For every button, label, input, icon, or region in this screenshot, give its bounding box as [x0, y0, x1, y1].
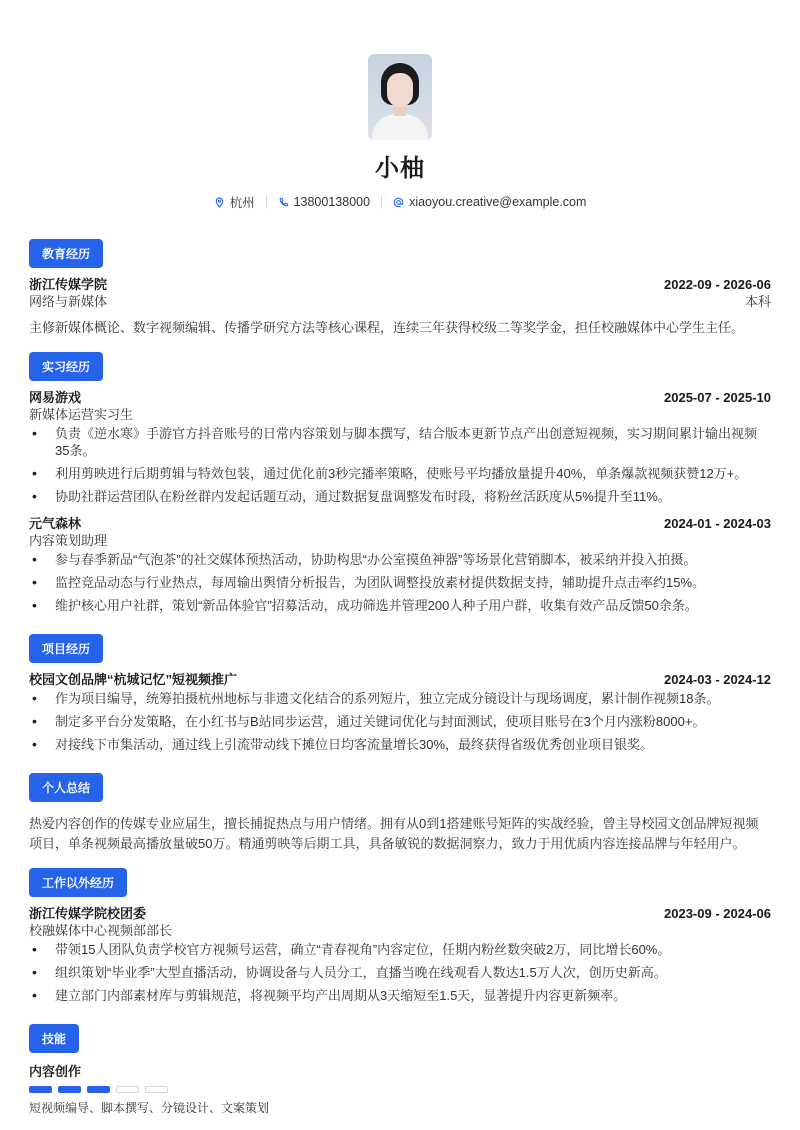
- section-title-education: 教育经历: [29, 239, 103, 268]
- bullet-item: • 负责《逆水寒》手游官方抖音账号的日常内容策划与脚本撰写，结合版本更新节点产出创意短视频，实习期间累计输出视频35条。: [29, 425, 771, 459]
- resume-header: [29, 0, 771, 211]
- phone-text: 13800138000: [293, 195, 371, 209]
- internship-entry: [29, 515, 771, 614]
- bullet-item: • 利用剪映进行后期剪辑与特效包装，通过优化前3秒完播率策略，使账号平均播放量提升40%，单条爆款视频获赞12万+。: [29, 465, 771, 482]
- bullet-list: [29, 941, 771, 1004]
- skill-level-bars: [29, 1086, 771, 1093]
- candidate-name: 小柚: [375, 155, 425, 182]
- divider: [381, 195, 382, 209]
- skill-level-filled: [87, 1086, 110, 1093]
- contact-phone: [278, 195, 370, 209]
- org-name: 浙江传媒学院校团委: [29, 906, 147, 921]
- project-date: 2024-03 - 2024-12: [664, 672, 771, 687]
- extra-entry: [29, 905, 771, 1004]
- education-entry: [29, 276, 771, 338]
- bullet-item: • 组织策划“毕业季”大型直播活动，协调设备与人员分工，直播当晚在线观看人数达1.5万人次，创历史新高。: [29, 964, 771, 981]
- section-summary: [29, 759, 771, 854]
- location-text: 杭州: [229, 196, 255, 210]
- internship-entry: [29, 389, 771, 505]
- skill-level-filled: [58, 1086, 81, 1093]
- major: 网络与新媒体: [29, 294, 108, 309]
- section-title-internships: 实习经历: [29, 352, 103, 381]
- education-description: 主修新媒体概论、数字视频编辑、传播学研究方法等核心课程，连续三年获得校级二等奖学金，担任校融媒体中心学生主任。: [29, 320, 745, 335]
- skill-level-filled: [29, 1086, 52, 1093]
- section-education: [29, 211, 771, 338]
- phone-icon: [278, 197, 289, 208]
- bullet-item: • 参与春季新品“气泡茶”的社交媒体预热活动，协助构思“办公室摸鱼神器”等场景化营销脚本，被采纳并投入拍摄。: [29, 551, 771, 568]
- contact-email: [393, 195, 586, 209]
- section-extra-experience: [29, 854, 771, 1004]
- summary-text: 热爱内容创作的传媒专业应届生，擅长捕捉热点与用户情绪。拥有从0到1搭建账号矩阵的实战经验，曾主导校园文创品牌短视频项目，单条视频最高播放量破50万。精通剪映等后期工具，具备敏锐的数据洞察力，致力于用优质内容连接品牌与年轻用户。: [29, 816, 759, 851]
- bullet-list: [29, 425, 771, 505]
- contact-location: [214, 193, 255, 211]
- section-skills: [29, 1010, 771, 1116]
- at-sign-icon: [393, 197, 404, 208]
- skill-level-empty: [145, 1086, 168, 1093]
- degree: 本科: [744, 294, 771, 309]
- section-projects: [29, 620, 771, 753]
- bullet-item: • 制定多平台分发策略，在小红书与B站同步运营，通过关键词优化与封面测试，使项目账号在3个月内涨粉8000+。: [29, 713, 771, 730]
- bullet-item: • 作为项目编导，统筹拍摄杭州地标与非遗文化结合的系列短片，独立完成分镜设计与现场调度，累计制作视频18条。: [29, 690, 771, 707]
- bullet-list: [29, 690, 771, 753]
- company-name: 元气森林: [29, 516, 82, 531]
- education-date: 2022-09 - 2026-06: [664, 277, 771, 292]
- avatar: [368, 54, 432, 140]
- email-link[interactable]: xiaoyou.creative@example.com: [409, 195, 587, 209]
- section-title-projects: 项目经历: [29, 634, 103, 663]
- extra-date: 2023-09 - 2024-06: [664, 906, 771, 921]
- section-title-skills: 技能: [29, 1024, 79, 1053]
- bullet-item: • 对接线下市集活动，通过线上引流带动线下摊位日均客流量增长30%，最终获得省级优秀创业项目银奖。: [29, 736, 771, 753]
- section-title-summary: 个人总结: [29, 773, 103, 802]
- divider: [266, 195, 267, 209]
- project-name: 校园文创品牌“杭城记忆”短视频推广: [29, 672, 238, 687]
- skill-name: 内容创作: [29, 1064, 82, 1079]
- section-internships: [29, 338, 771, 614]
- bullet-item: • 监控竞品动态与行业热点，每周输出舆情分析报告，为团队调整投放素材提供数据支持，辅助提升点击率约15%。: [29, 574, 771, 591]
- role: 新媒体运营实习生: [29, 407, 134, 422]
- contact-info: [29, 193, 771, 211]
- role: 校融媒体中心视频部部长: [29, 923, 173, 938]
- project-entry: [29, 671, 771, 753]
- skill-description: 短视频编导、脚本撰写、分镜设计、文案策划: [29, 1101, 270, 1115]
- skill-level-empty: [116, 1086, 139, 1093]
- location-pin-icon: [214, 197, 225, 208]
- bullet-item: • 维护核心用户社群，策划“新品体验官”招募活动，成功筛选并管理200人种子用户群，收集有效产品反馈50余条。: [29, 597, 771, 614]
- internship-date: 2024-01 - 2024-03: [664, 516, 771, 531]
- bullet-item: • 建立部门内部素材库与剪辑规范，将视频平均产出周期从3天缩短至1.5天，显著提升内容更新频率。: [29, 987, 771, 1004]
- school-name: 浙江传媒学院: [29, 277, 108, 292]
- company-name: 网易游戏: [29, 390, 82, 405]
- bullet-item: • 协助社群运营团队在粉丝群内发起话题互动，通过数据复盘调整发布时段，将粉丝活跃度从5%提升至11%。: [29, 488, 771, 505]
- bullet-item: • 带领15人团队负责学校官方视频号运营，确立“青春视角”内容定位，任期内粉丝数突破2万，同比增长60%。: [29, 941, 771, 958]
- bullet-list: [29, 551, 771, 614]
- internship-date: 2025-07 - 2025-10: [664, 390, 771, 405]
- section-title-extra: 工作以外经历: [29, 868, 127, 897]
- role: 内容策划助理: [29, 533, 108, 548]
